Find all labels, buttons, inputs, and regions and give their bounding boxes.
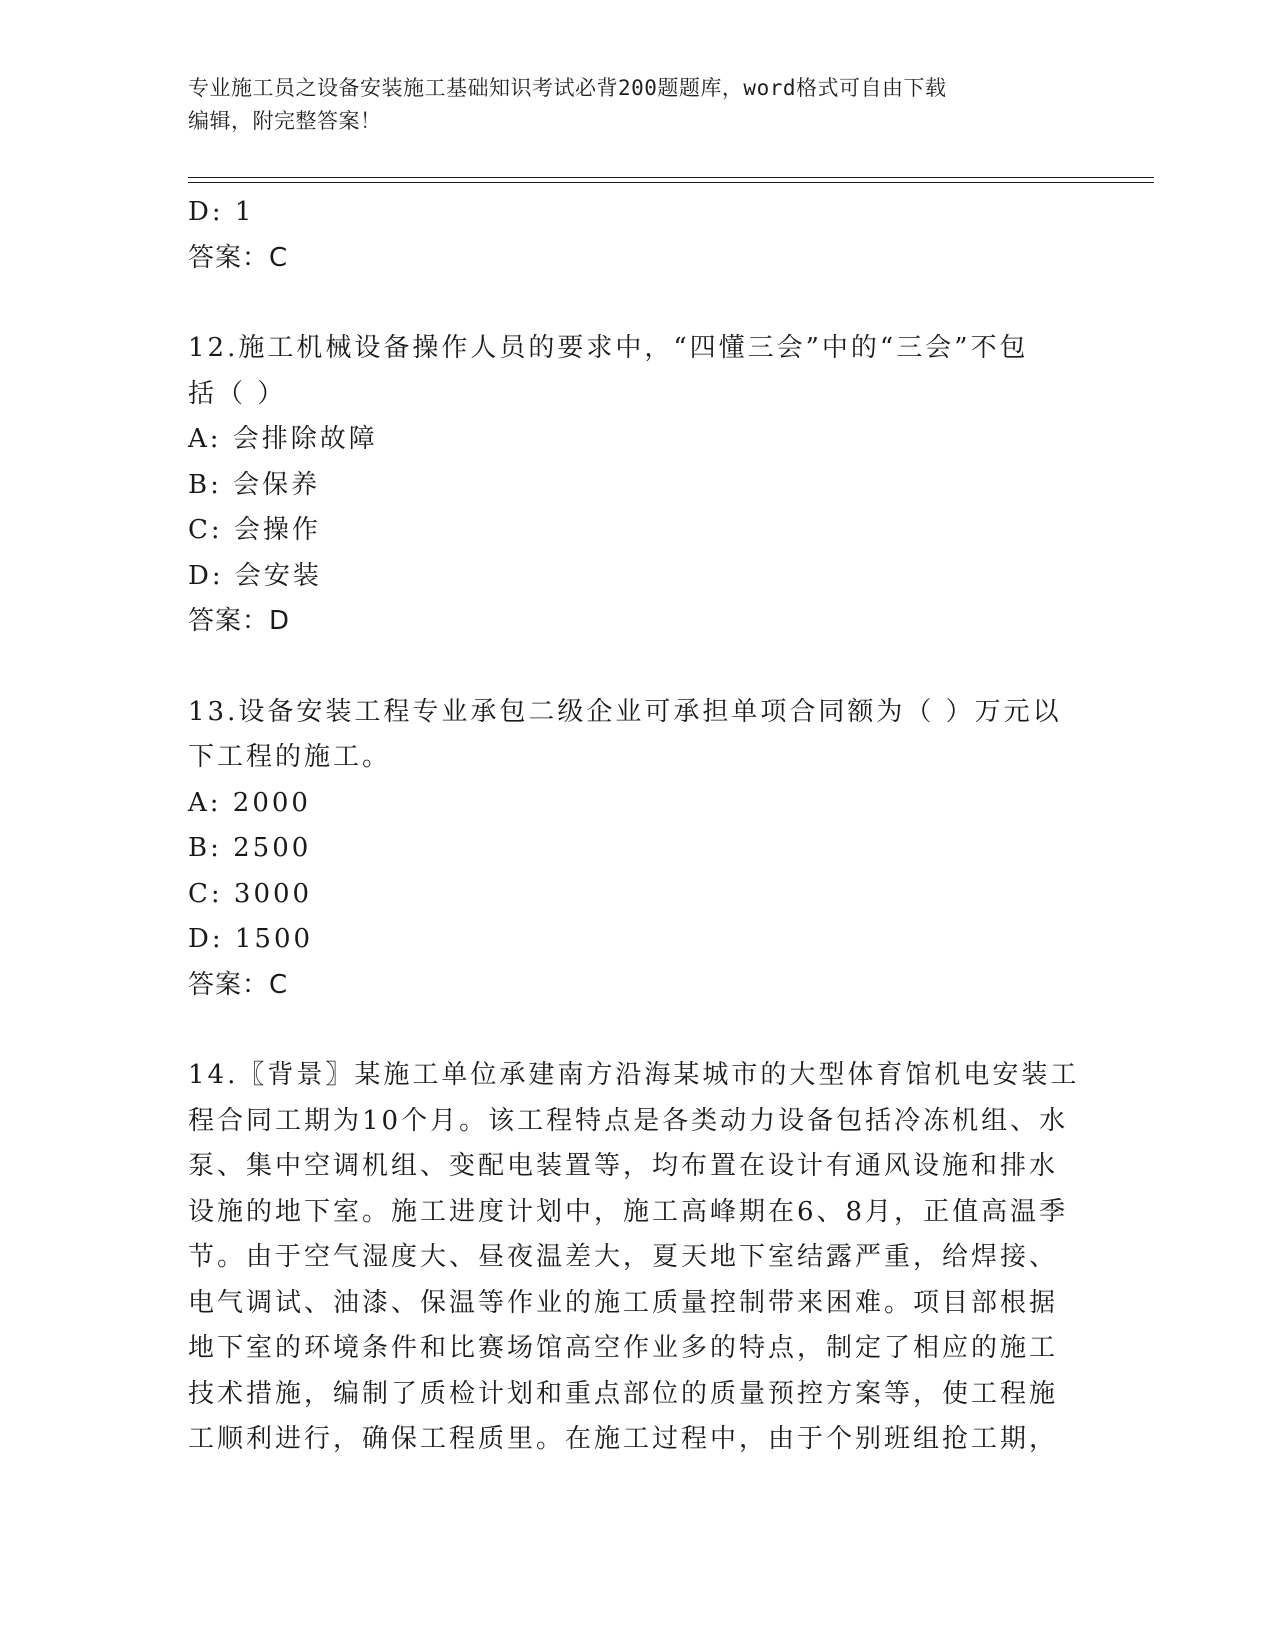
question-12 — [188, 326, 1088, 645]
q14-text-line: 工顺利进行，确保工程质里。在施工过程中，由于个别班组抢工期， — [188, 1424, 1059, 1454]
q12-stem-line-2: 括（ ） — [188, 378, 287, 409]
header-title-line-1: 专业施工员之设备安装施工基础知识考试必背200题题库，word格式可自由下载 — [188, 76, 947, 100]
q12-option-b: B: 会保养 — [188, 469, 321, 500]
document-body — [188, 190, 1088, 1463]
header-divider-top — [188, 177, 1154, 178]
q13-option-c: C: 3000 — [188, 878, 313, 909]
q14-text-line: 泵、集中空调机组、变配电装置等，均布置在设计有通风设施和排水 — [188, 1151, 1059, 1181]
q11-option-d: D: 1 — [188, 197, 255, 227]
spacer — [188, 1008, 1088, 1053]
q12-option-c: C: 会操作 — [188, 515, 321, 545]
header-title-line-2: 编辑，附完整答案！ — [188, 109, 382, 133]
question-14 — [188, 1053, 1088, 1463]
q12-answer: 答案：D — [188, 606, 291, 636]
question-11 — [188, 190, 1088, 281]
q14-text-line: 节。由于空气湿度大、昼夜温差大，夏天地下室结露严重，给焊接、 — [188, 1242, 1059, 1272]
spacer — [188, 281, 1088, 326]
document-header — [188, 72, 1088, 138]
q11-answer: 答案：C — [188, 242, 289, 273]
q13-stem-line-1: 13.设备安装工程专业承包二级企业可承担单项合同额为（ ）万元以 — [188, 696, 1062, 727]
q13-option-b: B: 2500 — [188, 833, 312, 863]
q13-answer: 答案：C — [188, 969, 289, 1000]
q14-text-line: 设施的地下室。施工进度计划中，施工高峰期在6、8月，正值高温季 — [188, 1196, 1069, 1227]
q14-text-line: 技术措施，编制了质检计划和重点部位的质量预控方案等，使工程施 — [188, 1378, 1059, 1409]
q14-text-line: 电气调试、油漆、保温等作业的施工质量控制带来困难。项目部根据 — [188, 1287, 1059, 1318]
q12-stem-line-1: 12.施工机械设备操作人员的要求中，“四懂三会”中的“三会”不包 — [188, 333, 1029, 363]
q12-option-a: A: 会排除故障 — [188, 424, 378, 454]
q12-option-d: D: 会安装 — [188, 560, 322, 591]
q14-text-line: 地下室的环境条件和比赛场馆高空作业多的特点，制定了相应的施工 — [188, 1333, 1059, 1363]
q13-stem-line-2: 下工程的施工。 — [188, 742, 392, 772]
q14-text-line: 程合同工期为10个月。该工程特点是各类动力设备包括冷冻机组、水 — [188, 1105, 1069, 1136]
header-divider-bottom — [188, 182, 1154, 183]
spacer — [188, 645, 1088, 690]
q13-option-a: A: 2000 — [188, 787, 311, 818]
q14-text-line: 14.〖背景〗某施工单位承建南方沿海某城市的大型体育馆机电安装工 — [188, 1060, 1080, 1090]
question-13 — [188, 690, 1088, 1009]
q13-option-d: D: 1500 — [188, 924, 314, 954]
